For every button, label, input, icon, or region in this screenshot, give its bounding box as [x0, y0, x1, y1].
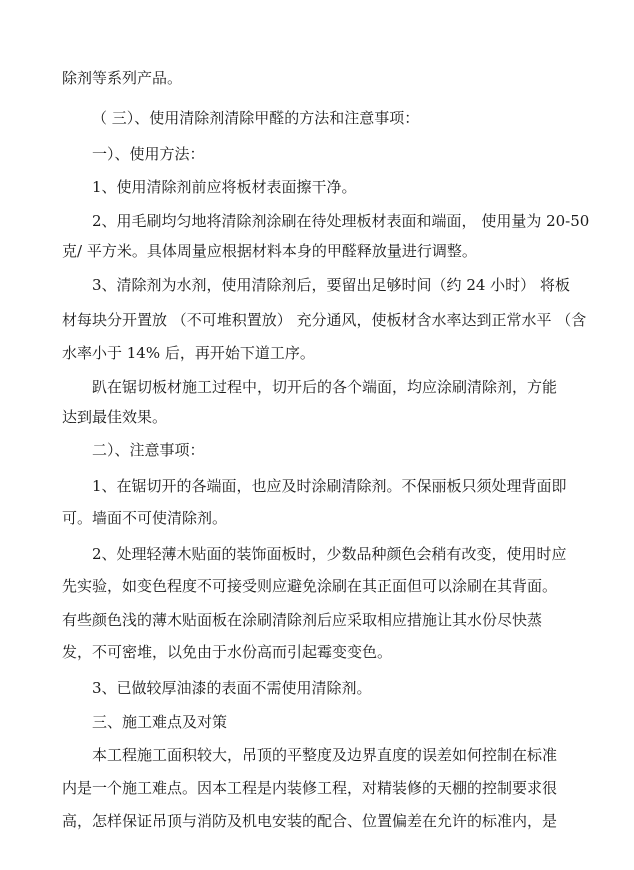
text-line: 达到最佳效果。 [62, 408, 168, 426]
text-line: 有些颜色浅的薄木贴面板在涂刷清除剂后应采取相应措施让其水份尽快蒸 [62, 611, 543, 629]
section-heading: （ 三）、使用清除剂清除甲醛的方法和注意事项： [92, 109, 420, 127]
text-line: 高，怎样保证吊顶与消防及机电安装的配合、位置偏差在允许的标准内，是 [62, 812, 558, 830]
text-line: 发，不可密堆，以免由于水份高而引起霉变变色。 [62, 643, 393, 661]
text-line: 1、使用清除剂前应将板材表面擦干净。 [92, 178, 357, 196]
text-line: 1、在锯切开的各端面，也应及时涂刷清除剂。不保丽板只须处理背面即 [92, 477, 567, 495]
text-line: 趴在锯切板材施工过程中，切开后的各个端面，均应涂刷清除剂，方能 [92, 378, 558, 396]
text-line: 克/ 平方米。具体周量应根据材料本身的甲醛释放量进行调整。 [62, 242, 477, 260]
section-heading: 三、施工难点及对策 [92, 713, 228, 731]
subsection-heading: 一）、使用方法： [92, 145, 205, 163]
text-line: 本工程施工面积较大，吊顶的平整度及边界直度的误差如何控制在标准 [92, 746, 558, 764]
text-line: 除剂等系列产品。 [62, 69, 183, 87]
text-line: 3、清除剂为水剂，使用清除剂后，要留出足够时间（约 24 小时） 将板 [92, 276, 570, 294]
text-line: 可。墙面不可使清除剂。 [62, 509, 228, 527]
text-line: 内是一个施工难点。因本工程是内装修工程，对精装修的天棚的控制要求很 [62, 779, 558, 797]
text-line: 水率小于 14% 后，再开始下道工序。 [62, 344, 315, 362]
subsection-heading: 二）、注意事项： [92, 441, 205, 459]
text-line: 2、用毛刷均匀地将清除剂涂刷在待处理板材表面和端面， 使用量为 20-50 [92, 212, 590, 230]
text-line: 先实验，如变色程度不可接受则应避免涂刷在其正面但可以涂刷在其背面。 [62, 577, 558, 595]
text-line: 3、已做较厚油漆的表面不需使用清除剂。 [92, 679, 372, 697]
text-line: 2、处理轻薄木贴面的装饰面板时，少数品种颜色会稍有改变，使用时应 [92, 545, 567, 563]
text-line: 材每块分开置放 （不可堆积置放） 充分通风，使板材含水率达到正常水平 （含 [62, 311, 587, 329]
